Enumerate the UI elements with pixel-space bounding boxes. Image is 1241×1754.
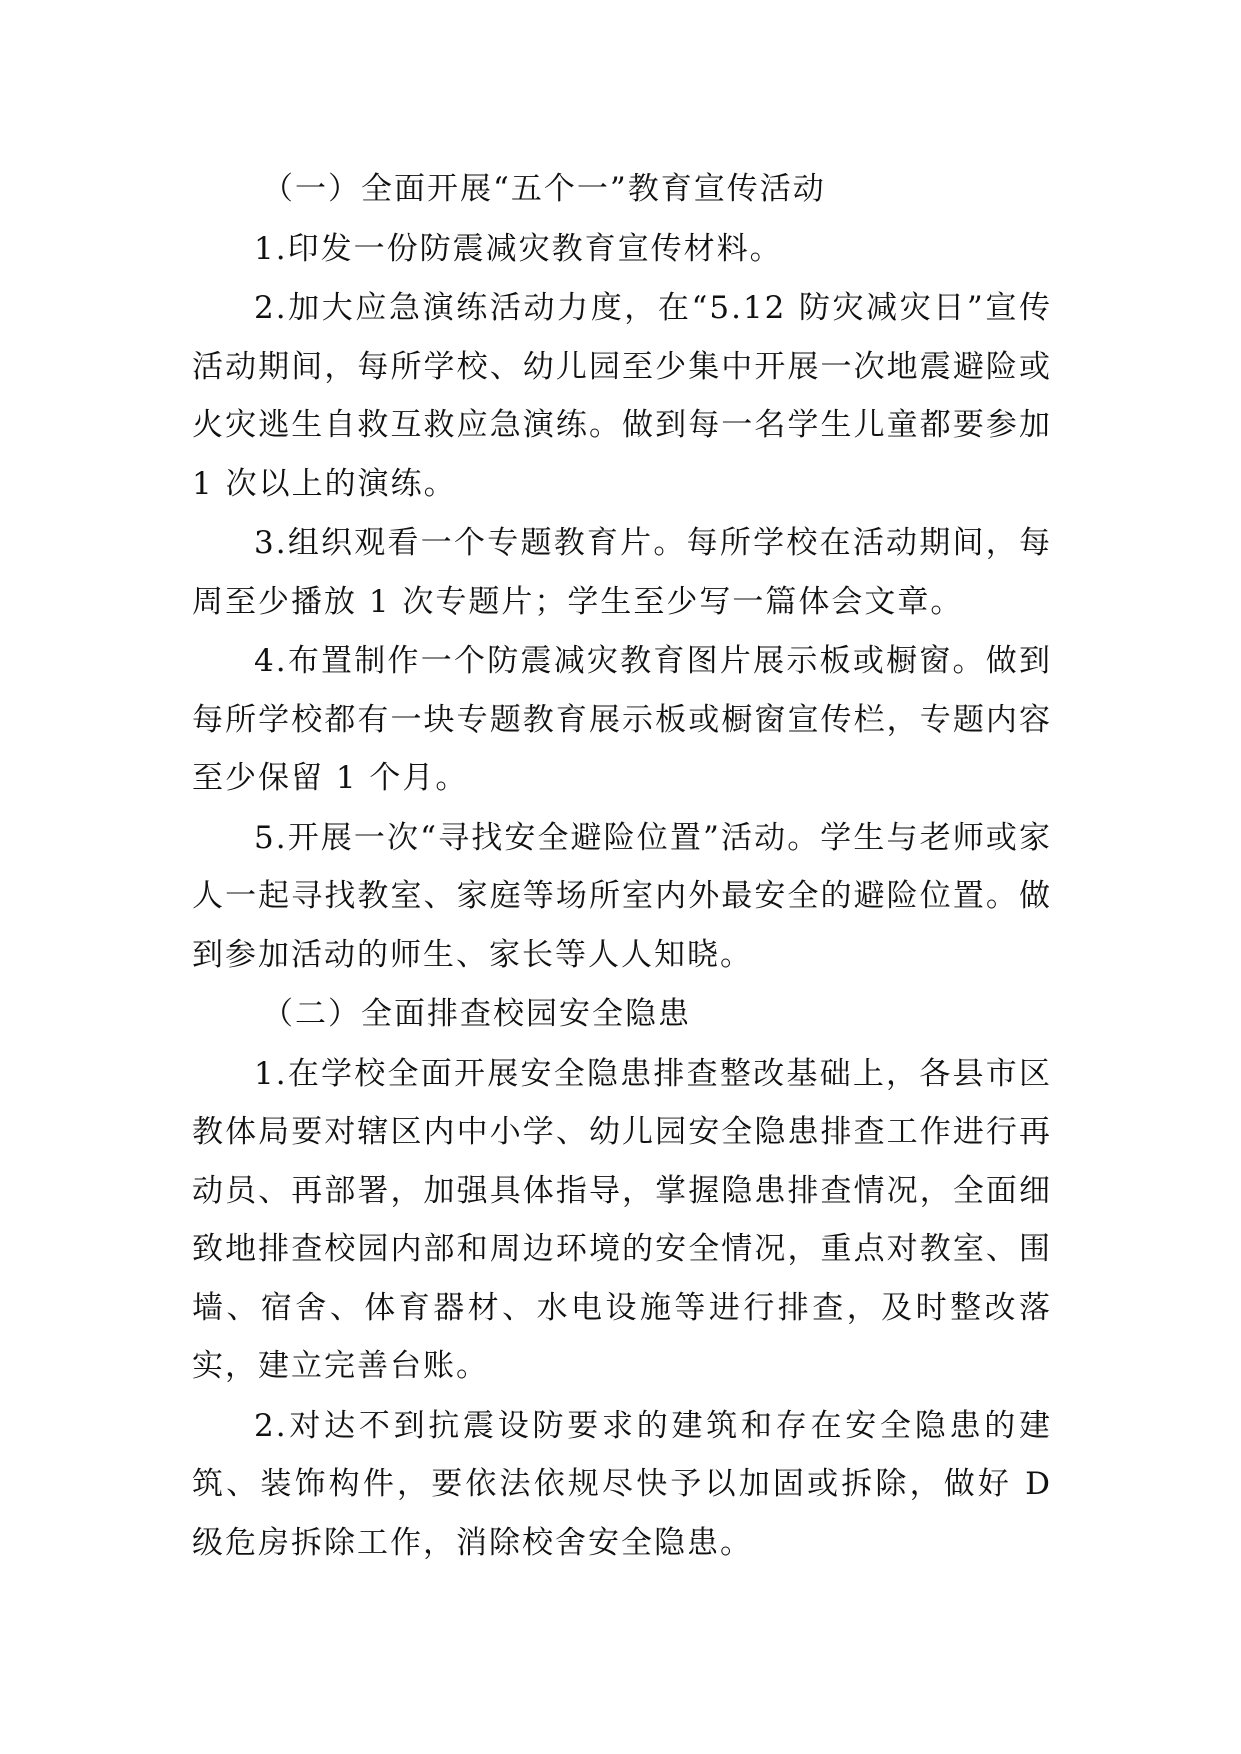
section-2-item-2: 2.对达不到抗震设防要求的建筑和存在安全隐患的建筑、装饰构件，要依法依规尽快予以加固或拆除，做好 D 级危房拆除工作，消除校舍安全隐患。 [192, 1407, 1052, 1561]
section-1-item-3: 3.组织观看一个专题教育片。每所学校在活动期间，每周至少播放 1 次专题片；学生至少写一篇体会文章。 [192, 525, 1052, 620]
section-heading-1: （一）全面开展“五个一”教育宣传活动 [262, 171, 826, 207]
document-page [192, 160, 1052, 1573]
section-1-item-1: 1.印发一份防震减灾教育宣传材料。 [254, 230, 783, 267]
section-1-item-5: 5.开展一次“寻找安全避险位置”活动。学生与老师或家人一起寻找教室、家庭等场所室内外最安全的避险位置。做到参加活动的师生、家长等人人知晓。 [192, 819, 1052, 973]
section-1-item-2: 2.加大应急演练活动力度，在“5.12 防灾减灾日”宣传活动期间，每所学校、幼儿园至少集中开展一次地震避险或火灾逃生自救互救应急演练。做到每一名学生儿童都要参加 1 次以上的演练。 [192, 290, 1052, 502]
section-2-item-1: 1.在学校全面开展安全隐患排查整改基础上，各县市区教体局要对辖区内中小学、幼儿园安全隐患排查工作进行再动员、再部署，加强具体指导，掌握隐患排查情况，全面细致地排查校园内部和周边环境的安全情况，重点对教室、围墙、宿舍、体育器材、水电设施等进行排查，及时整改落实，建立完善台账。 [192, 1055, 1052, 1384]
section-1-item-4: 4.布置制作一个防震减灾教育图片展示板或橱窗。做到每所学校都有一块专题教育展示板或橱窗宣传栏，专题内容至少保留 1 个月。 [192, 643, 1052, 796]
section-heading-2: （二）全面排查校园安全隐患 [262, 996, 691, 1032]
